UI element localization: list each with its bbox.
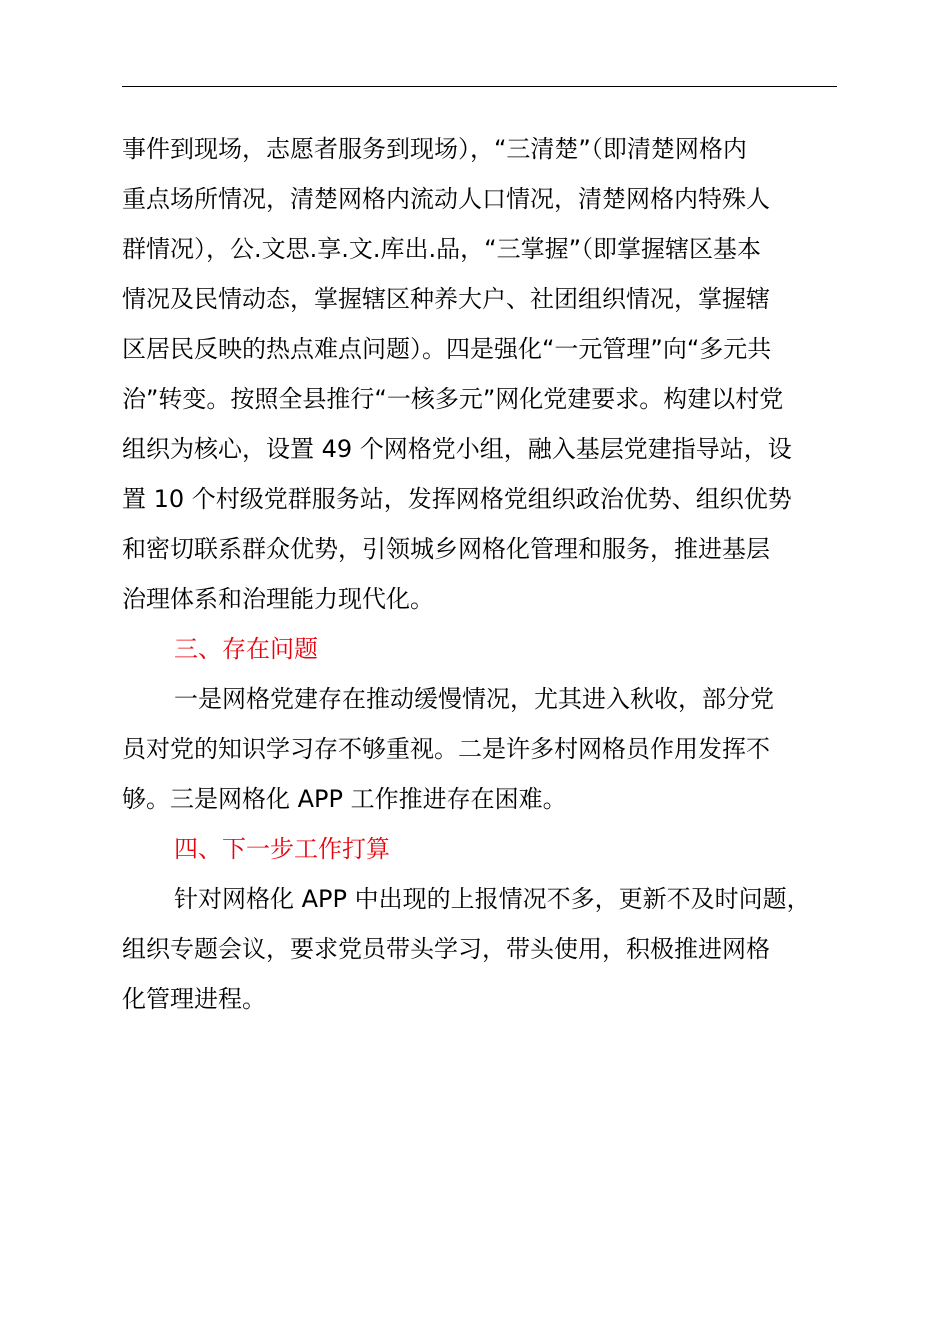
- paragraph-line: 组织为核心，设置 49 个网格党小组，融入基层党建指导站，设: [122, 435, 792, 463]
- paragraph-line: 针对网格化 APP 中出现的上报情况不多，更新不及时问题，: [174, 885, 811, 913]
- paragraph-line: 治理体系和治理能力现代化。: [122, 585, 434, 613]
- section-heading-issues: 三、存在问题: [174, 635, 318, 663]
- paragraph-line: 情况及民情动态，掌握辖区种养大户、社团组织情况，掌握辖: [122, 285, 770, 313]
- section-heading-next-steps: 四、下一步工作打算: [174, 835, 390, 863]
- paragraph-line: 治”转变。按照全县推行“一核多元”网化党建要求。构建以村党: [122, 385, 784, 413]
- paragraph-line: 重点场所情况，清楚网格内流动人口情况，清楚网格内特殊人: [122, 185, 770, 213]
- paragraph-line: 置 10 个村级党群服务站，发挥网格党组织政治优势、组织优势: [122, 485, 792, 513]
- paragraph-line: 群情况），公.文思.享.文.库出.品，“三掌握”（即掌握辖区基本: [122, 235, 762, 263]
- paragraph-line: 事件到现场，志愿者服务到现场），“三清楚”（即清楚网格内: [122, 135, 747, 163]
- paragraph-line: 化管理进程。: [122, 985, 266, 1013]
- paragraph-line: 一是网格党建存在推动缓慢情况，尤其进入秋收，部分党: [174, 685, 774, 713]
- paragraph-line: 组织专题会议，要求党员带头学习，带头使用，积极推进网格: [122, 935, 770, 963]
- paragraph-line: 员对党的知识学习存不够重视。二是许多村网格员作用发挥不: [122, 735, 770, 763]
- paragraph-line: 够。三是网格化 APP 工作推进存在困难。: [122, 785, 567, 813]
- paragraph-line: 区居民反映的热点难点问题）。四是强化“一元管理”向“多元共: [122, 335, 772, 363]
- document-body: [122, 124, 837, 1024]
- header-rule: [122, 86, 837, 87]
- paragraph-line: 和密切联系群众优势，引领城乡网格化管理和服务，推进基层: [122, 535, 770, 563]
